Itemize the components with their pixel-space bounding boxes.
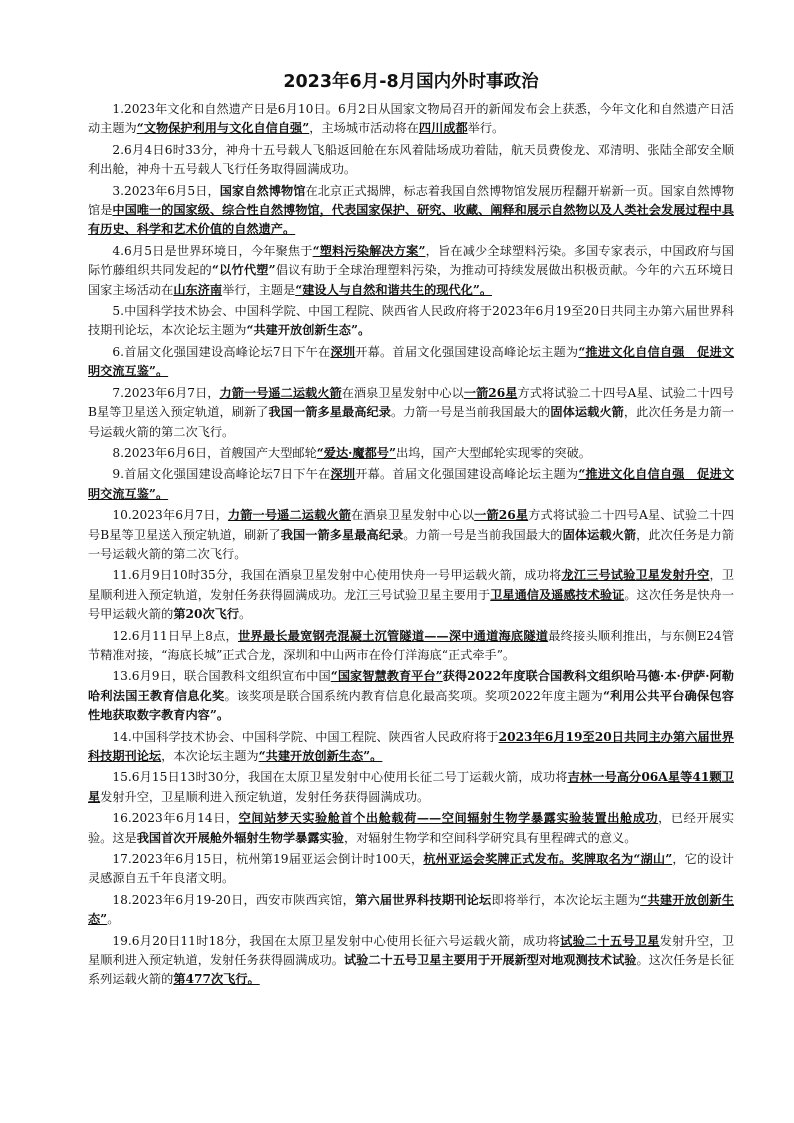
emphasis-underlined: “文物保护利用与文化自信自强” [136,121,310,136]
text-run: 举行，主题是 [222,282,296,297]
emphasis-underlined: “国家智慧教育平台” [330,669,443,684]
text-run: 出坞，国产大型邮轮实现零的突破。 [396,445,591,460]
news-item [88,891,734,930]
emphasis-underlined: 试验二十五号卫星 [560,933,660,948]
news-item [88,809,734,848]
news-item [88,384,734,442]
text-run: 8.2023年6月6日，首艘国产大型邮轮 [112,445,317,460]
text-run: 开幕。首届文化强国建设高峰论坛主题为 [355,467,579,482]
text-run: 。这次任务是快舟一号甲运载火箭的 [88,587,735,622]
news-item [88,627,734,666]
emphasis-underlined: 一箭26星 [474,508,529,523]
text-run: ，本次论坛主题为 [161,749,259,763]
text-run: 在酒泉卫星发射中心以 [341,385,464,400]
text-run: 14.中国科学技术协会、中国科学院、中国工程院、陕西省人民政府将于 [112,729,499,744]
emphasis-underlined: 卫星通信及遥感技术验证 [490,587,625,602]
emphasis-underlined: “建设人与自然和谐共生的现代化”。 [295,282,493,297]
news-item [88,850,734,889]
text-run: ，此次任务是力箭一号运载火箭的第二次飞行。 [88,527,735,561]
text-run: 7.2023年6月7日， [112,385,220,400]
text-run: 18.2023年6月19-20日，西安市陕西宾馆， [112,892,356,907]
news-item [88,182,734,240]
emphasis-bold: “以竹代塑” [211,263,276,278]
news-item [88,728,734,767]
text-run: ，主场城市活动将在 [309,121,419,136]
text-run: 3.2023年6月5日， [112,183,220,198]
text-run: 17.2023年6月15日，杭州第19届亚运会倒计时100天， [112,852,424,867]
text-run: 发射升空，卫星顺利进入预定轨道，发射任务获得圆满成功。 [100,789,430,804]
text-run: 方式将试验二十四号A星、试验二十四号B星等卫星送入预定轨道，刷新了 [88,385,735,420]
news-item [88,141,734,180]
text-run: 在酒泉卫星发射中心以 [351,508,475,523]
text-run: 10.2023年6月7日， [112,508,228,523]
news-list [88,100,734,990]
emphasis-underlined: 吉林一号高分06A星等41颗卫星 [88,770,734,804]
text-run: 11.6月9日10时35分，我国在酒泉卫星发射中心使用快舟一号甲运载火箭，成功将 [112,568,562,583]
emphasis-bold: 固体运载火箭 [550,405,624,420]
emphasis-underlined: “共建开放创新生态”。 [258,749,383,763]
emphasis-bold: “利用公共平台确保包容性地获取数字教育内容”。 [88,688,734,723]
text-run: 6.首届文化强国建设高峰论坛7日下午在 [112,344,331,359]
text-run: 发射升空，卫星顺利进入预定轨道，发射任务获得圆满成功。 [88,933,735,968]
news-item [88,932,734,990]
text-run: 15.6月15日13时30分，我国在太原卫星发射中心使用长征二号丁运载火箭，成功将 [112,770,568,785]
text-run: ，它的设计灵感源自五千年良渚文明。 [88,852,734,886]
news-item [88,444,734,463]
emphasis-bold: 获得2022年度联合国教科文组织哈马德·本·伊萨·阿勒哈利法国王教育信息化奖 [88,669,734,703]
emphasis-underlined: 四川成都 [418,121,468,136]
emphasis-bold: 我国一箭多星最高纪录 [268,405,392,420]
text-run: 19.6月20日11时18分，我国在太原卫星发射中心使用长征六号运载火箭，成功将 [112,933,561,948]
emphasis-underlined: 龙江三号试验卫星发射升空 [561,568,710,583]
emphasis-underlined: 中国唯一的国家级、综合性自然博物馆，代表国家保护、研究、收藏、阐释和展示自然物以及人类社会发展过程中具有历史、科学和艺术价值的自然遗产。 [88,203,735,237]
document-title: 2023年6月-8月国内外时事政治 [283,72,539,92]
text-run: 9.首届文化强国建设高峰论坛7日下午在 [112,467,331,482]
text-run: 。 [107,912,120,927]
text-run: 2.6月4日6时33分，神舟十五号载人飞船返回舱在东风着陆场成功着陆，航天员费俊龙、邓清明、张陆全部安全顺利出舱，神舟十五号载人飞行任务取得圆满成功。 [88,142,734,177]
text-run: 最终接头顺利推出，与东侧E24管节精准对接，“海底长城”正式合龙，深圳和中山两市在伶仃洋海底“正式牵手”。 [88,628,735,662]
emphasis-bold: 试验二十五号卫星主要用于开展新型对地观测技术试验 [343,953,637,968]
news-item [88,100,734,139]
text-run: 开幕。首届文化强国建设高峰论坛主题为 [355,344,579,359]
news-item [88,566,734,624]
text-run: 。 [239,607,252,622]
emphasis-underlined: 第477次飞行。 [173,972,260,987]
text-run: 5.中国科学技术协会、中国科学院、中国工程院、陕西省人民政府将于2023年6月19至20日共同主办第六届世界科技期刊论坛，本次论坛主题为 [88,304,734,338]
text-run: 。该奖项是联合国系统内教育信息化最高奖项。奖项2022年度主题为 [224,688,603,703]
emphasis-bold: 固体运载火箭 [562,527,637,542]
emphasis-underlined: 力箭一号遥二运载火箭 [227,508,352,523]
document-page [88,70,734,992]
text-run: 举行。 [467,121,505,136]
text-run: 16.2023年6月14日， [112,811,239,826]
emphasis-bold: 我国一箭多星最高纪录 [280,527,404,542]
text-run: 倡议有助于全球治理塑料污染，为推动可持续发展做出积极贡献。今年的六五环境日国家主场活动在 [88,263,735,297]
emphasis-bold: 我国首次开展舱外辐射生物学暴露实验 [136,830,344,845]
text-run: 1.2023年文化和自然遗产日是6月10日。6月2日从国家文物局召开的新闻发布会上获悉，今年文化和自然遗产日活动主题为 [88,102,734,136]
emphasis-underlined: 深圳 [330,344,356,359]
emphasis-bold: “共建开放创新生态”。 [246,323,371,338]
emphasis-underlined: 杭州亚运会奖牌正式发布。奖牌取名为“湖山” [423,852,673,867]
text-run: 。力箭一号是当前我国最大的 [391,405,551,420]
text-run: 在北京正式揭牌，标志着我国自然博物馆发展历程翻开崭新一页。国家自然博物馆是 [88,183,735,218]
text-run: ，已经开展实验。这是 [88,811,735,845]
emphasis-underlined: “推进文化自信自强 促进文明交流互鉴”。 [88,344,735,379]
emphasis-underlined: 世界最长最宽钢壳混凝土沉管隧道——深中通道海底隧道 [237,628,549,643]
news-item [88,506,734,564]
emphasis-bold: 国家自然博物馆 [219,183,306,198]
emphasis-underlined: 山东济南 [173,282,223,297]
emphasis-bold: 第六届世界科技期刊论坛 [355,892,492,907]
emphasis-underlined: 一箭26星 [463,385,518,400]
text-run: 即将举行，本次论坛主题为 [491,892,641,907]
emphasis-bold: 第20次飞行 [173,607,240,622]
emphasis-underlined: “爱达·魔都号” [316,445,396,460]
text-run: 方式将试验二十四号A星、试验二十四号B星等卫星送入预定轨道，刷新了 [88,508,734,542]
emphasis-underlined: 2023年6月19至20日共同主办第六届世界科技期刊论坛 [88,729,734,763]
emphasis-underlined: “推进文化自信自强 促进文明交流互鉴”。 [88,467,735,501]
text-run: ，旨在减少全球塑料污染。多国专家表示，中国政府与国际竹藤组织共同发起的 [88,243,734,278]
emphasis-underlined: 空间站梦天实验舱首个出舱载荷——空间辐射生物学暴露实验装置出舱成功 [238,811,659,826]
news-item [88,343,734,382]
emphasis-underlined: 深圳 [330,467,356,482]
news-item [88,242,734,300]
text-run: 。力箭一号是当前我国最大的 [403,527,563,542]
emphasis-underlined: “共建开放创新生态” [88,892,735,927]
news-item [88,465,734,504]
news-item [88,302,734,341]
emphasis-underlined: “塑料污染解决方案” [312,243,426,258]
text-run: 。这次任务是长征系列运载火箭的 [88,953,735,987]
text-run: ，此次任务是力箭一号运载火箭的第二次飞行。 [88,405,735,439]
text-run: 13.6月9日，联合国教科文组织宣布中国 [112,669,331,684]
text-run: ，对辐射生物学和空间科学研究具有里程碑式的意义。 [343,830,637,845]
news-item [88,768,734,807]
news-item [88,667,734,725]
emphasis-underlined: 力箭一号遥二运载火箭 [219,385,342,400]
text-run: 12.6月11日早上8点， [112,628,238,643]
text-run: 4.6月5日是世界环境日，今年聚焦于 [112,243,313,258]
text-run: ，卫星顺利进入预定轨道，发射任务获得圆满成功。龙江三号试验卫星主要用于 [88,568,735,602]
